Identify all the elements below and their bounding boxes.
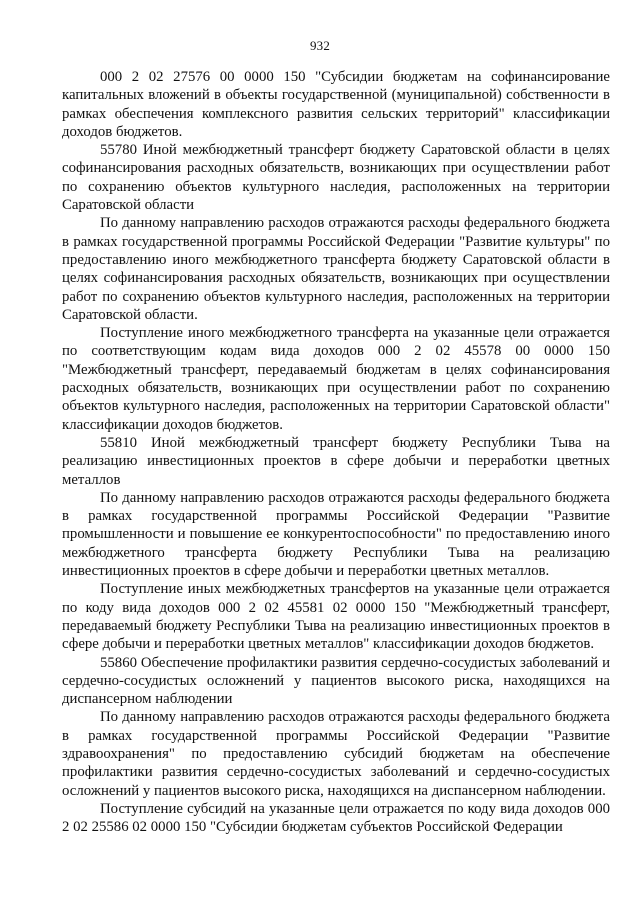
- paragraph-6: По данному направлению расходов отражаются расходы федерального бюджета в рамках государственной программы Российской Федерации "Развитие промышленности и повышение ее конкурентоспособности" по предоставлению иного межбюджетного трансферта бюджету Республики Тыва на реализацию инвестиционных проектов в сфере добычи и переработки цветных металлов.: [62, 489, 610, 580]
- paragraph-8-heading-55860: 55860 Обеспечение профилактики развития сердечно-сосудистых заболеваний и сердечно-сосудистых осложнений у пациентов высокого риска, находящихся на диспансерном наблюдении: [62, 654, 610, 708]
- paragraph-9: По данному направлению расходов отражаются расходы федерального бюджета в рамках государственной программы Российской Федерации "Развитие здравоохранения" по предоставлению субсидий бюджетам на обеспечение профилактики развития сердечно-сосудистых заболеваний и сердечно-сосудистых осложнений у пациентов высокого риска, находящихся на диспансерном наблюдении.: [62, 709, 610, 799]
- document-body: [62, 68, 610, 836]
- paragraph-5-heading-55810: 55810 Иной межбюджетный трансферт бюджету Республики Тыва на реализацию инвестиционных проектов в сфере добычи и переработки цветных металлов: [62, 434, 610, 488]
- paragraph-4: Поступление иного межбюджетного трансферта на указанные цели отражается по соответствующим кодам вида доходов 000 2 02 45578 00 0000 150 "Межбюджетный трансферт, передаваемый бюджетам в целях софинансирования расходных обязательств, возникающих при осуществлении работ по сохранению объектов культурного наследия, расположенных на территории Саратовской области" классификации доходов бюджетов.: [62, 325, 610, 433]
- page-number: 932: [309, 38, 331, 53]
- paragraph-1: 000 2 02 27576 00 0000 150 "Субсидии бюджетам на софинансирование капитальных вложений в объекты государственной (муниципальной) собственности в рамках обеспечения комплексного развития сельских территорий" классификации доходов бюджетов.: [62, 69, 610, 140]
- paragraph-10: Поступление субсидий на указанные цели отражается по коду вида доходов 000 2 02 25586 02 0000 150 "Субсидии бюджетам субъектов Российской Федерации: [62, 800, 610, 836]
- paragraph-3: По данному направлению расходов отражаются расходы федерального бюджета в рамках государственной программы Российской Федерации "Развитие культуры" по предоставлению иного межбюджетного трансферта бюджету Саратовской области в целях софинансирования расходных обязательств, возникающих при осуществлении работ по сохранению объектов культурного наследия, расположенных на территории Саратовской области.: [62, 215, 610, 323]
- paragraph-7: Поступление иных межбюджетных трансфертов на указанные цели отражается по коду вида доходов 000 2 02 45581 02 0000 150 "Межбюджетный трансферт, передаваемый бюджету Республики Тыва на реализацию инвестиционных проектов в сфере добычи и переработки цветных металлов" классификации доходов бюджетов.: [62, 581, 610, 653]
- paragraph-2-heading-55780: 55780 Иной межбюджетный трансферт бюджету Саратовской области в целях софинансирования расходных обязательств, возникающих при осуществлении работ по сохранению объектов культурного наследия, расположенных на территории Саратовской области: [62, 142, 610, 214]
